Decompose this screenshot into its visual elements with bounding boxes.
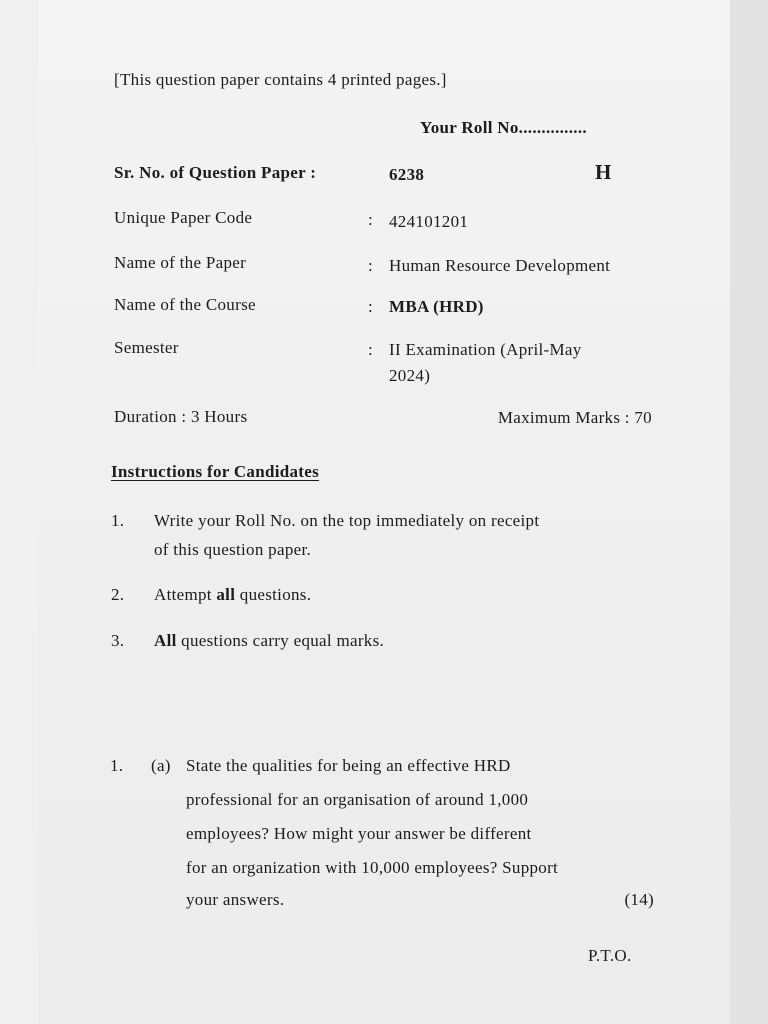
instruction-1-number: 1. [111,511,125,530]
instruction-2-post: questions. [235,585,312,604]
paper-code-value: 424101201 [389,212,469,231]
semester-value-line2: 2024) [389,366,431,385]
set-letter: H [595,160,612,184]
semester-separator: : [368,340,374,359]
instruction-3-post: questions carry equal marks. [176,631,385,650]
question-1-line: employees? How might your answer be different [186,824,532,843]
instruction-2-pre: Attempt [154,585,217,604]
instruction-1-line1: Write your Roll No. on the top immediately on receipt [154,511,540,530]
semester-value-line1: II Examination (April-May [389,340,582,359]
question-1-line: for an organization with 10,000 employees? Support [186,858,559,877]
duration: Duration : 3 Hours [114,407,248,426]
roll-number-field: Your Roll No............... [420,118,587,137]
question-1-line: State the qualities for being an effective HRD [186,756,511,775]
question-1-marks: (14) [624,890,654,909]
instruction-2-text [154,585,311,605]
instruction-2-number: 2. [111,585,125,604]
paper-name-label: Name of the Paper [114,253,247,272]
paper-name-separator: : [368,256,374,275]
instruction-1-line2: of this question paper. [154,540,312,559]
question-1-number: 1. [110,756,124,775]
page-count-note: [This question paper contains 4 printed pages.] [114,70,447,89]
question-1-line: your answers. [186,890,285,909]
course-name-label: Name of the Course [114,295,256,314]
paper-code-label: Unique Paper Code [114,208,253,227]
instruction-2-bold: all [216,585,236,604]
instruction-3-number: 3. [111,631,125,650]
scan-left-margin [0,0,38,1024]
semester-label: Semester [114,338,179,357]
course-name-value: MBA (HRD) [389,297,484,316]
serial-label: Sr. No. of Question Paper : [114,163,317,182]
instruction-3-bold: All [154,631,177,650]
paper-code-separator: : [368,210,374,229]
question-paper-page [38,0,730,1024]
please-turn-over: P.T.O. [588,946,632,965]
instructions-heading: Instructions for Candidates [111,462,320,481]
question-1-line: professional for an organisation of around 1,000 [186,790,529,809]
serial-value: 6238 [389,165,425,184]
maximum-marks: Maximum Marks : 70 [497,408,652,427]
instruction-3-text [154,631,384,651]
scan-right-margin [730,0,768,1024]
paper-name-value: Human Resource Development [389,256,611,275]
course-name-separator: : [368,297,374,316]
question-1-part: (a) [151,756,171,775]
